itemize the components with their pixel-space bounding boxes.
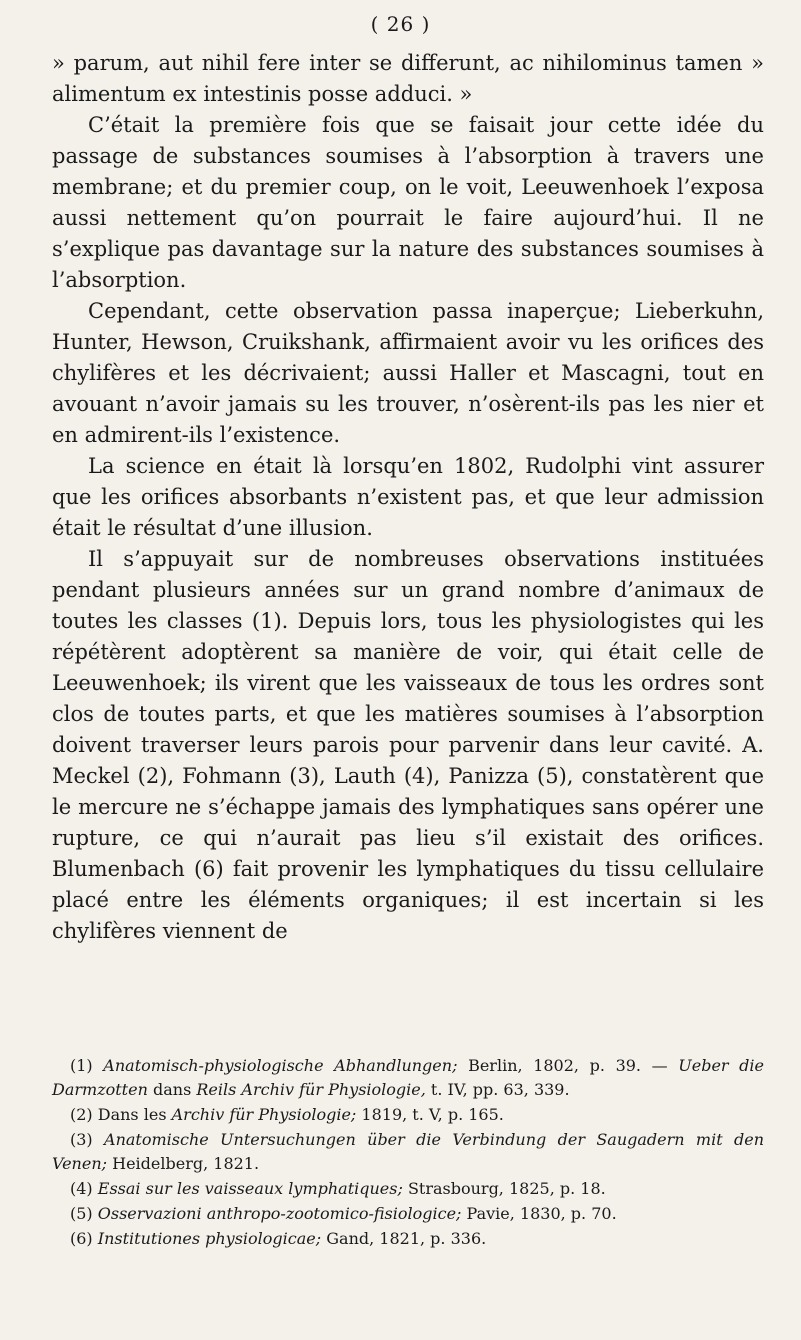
- footnote-6: [52, 1227, 764, 1251]
- footnote-text: t. IV, pp. 63, 339.: [425, 1080, 570, 1099]
- footnote-number: (5): [70, 1204, 93, 1223]
- footnote-4: [52, 1177, 764, 1201]
- footnote-number: (3): [70, 1130, 93, 1149]
- footnote-text: Strasbourg, 1825, p. 18.: [402, 1179, 606, 1198]
- footnote-number: (2): [70, 1105, 93, 1124]
- main-text: [52, 48, 764, 947]
- footnote-2: [52, 1103, 764, 1127]
- paragraph-2: C’était la première fois que se faisait jour cette idée du passage de substances soumises à l’absorption à travers une membrane; et du premier coup, on le voit, Leeuwenhoek l’exposa aussi nettement qu’on pourrait le faire aujourd’hui. Il ne s’explique pas davantage sur la nature des substances soumises à l’absorption.: [52, 113, 764, 292]
- footnote-number: (1): [70, 1056, 93, 1075]
- footnote-text: Gand, 1821, p. 336.: [321, 1229, 487, 1248]
- footnote-title: Osservazioni anthropo-zootomico-fisiologice;: [97, 1204, 462, 1223]
- footnote-title: Essai sur les vaisseaux lymphatiques;: [97, 1179, 403, 1198]
- footnote-text: Berlin, 1802, p. 39. —: [457, 1056, 679, 1075]
- footnote-1: [52, 1054, 764, 1102]
- footnotes: [52, 1054, 764, 1252]
- footnote-text: dans: [147, 1080, 197, 1099]
- paragraph-5: Il s’appuyait sur de nombreuses observations instituées pendant plusieurs années sur un grand nombre d’animaux de toutes les classes (1). Depuis lors, tous les physiologistes qui les répétèrent adoptèrent sa manière de voir, qui était celle de Leeuwenhoek; ils virent que les vaisseaux de tous les ordres sont clos de toutes parts, et que les matières soumises à l’absorption doivent traverser leurs parois pour parvenir dans leur cavité. A. Meckel (2), Fohmann (3), Lauth (4), Panizza (5), constatèrent que le mercure ne s’échappe jamais des lymphatiques sans opérer une rupture, ce qui n’aurait pas lieu s’il existait des orifices. Blumenbach (6) fait provenir les lymphatiques du tissu cellulaire placé entre les éléments organiques; il est incertain si les chylifères viennent de: [52, 547, 764, 943]
- footnote-5: [52, 1202, 764, 1226]
- page-number: ( 26 ): [370, 12, 431, 36]
- paragraph-4: La science en était là lorsqu’en 1802, Rudolphi vint assurer que les orifices absorbants n’existent pas, et que leur admission était le résultat d’une illusion.: [52, 454, 764, 540]
- paragraph-1: » parum, aut nihil fere inter se differunt, ac nihilominus tamen » alimentum ex intestinis posse adduci. »: [52, 51, 764, 106]
- footnote-text: 1819, t. V, p. 165.: [356, 1105, 504, 1124]
- footnote-number: (4): [70, 1179, 93, 1198]
- footnote-title: Archiv für Physiologie;: [171, 1105, 357, 1124]
- footnote-title: Institutiones physiologicae;: [97, 1229, 322, 1248]
- footnote-text: Pavie, 1830, p. 70.: [461, 1204, 617, 1223]
- paragraph-3: Cependant, cette observation passa inaperçue; Lieberkuhn, Hunter, Hewson, Cruikshank, affirmaient avoir vu les orifices des chylifères et les décrivaient; aussi Haller et Mascagni, tout en avouant n’avoir jamais su les trouver, n’osèrent-ils pas les nier et en admirent-ils l’existence.: [52, 299, 764, 447]
- footnote-number: (6): [70, 1229, 93, 1248]
- footnote-title: Ueber die Darmzotten: [52, 1056, 765, 1099]
- footnote-title: Reils Archiv für Physiologie,: [196, 1080, 426, 1099]
- footnote-text: Dans les: [92, 1105, 172, 1124]
- footnote-title: Anatomisch-physiologische Abhandlungen;: [103, 1056, 458, 1075]
- footnote-text: Heidelberg, 1821.: [107, 1154, 260, 1173]
- footnote-title: Anatomische Untersuchungen über die Verbindung der Saugadern mit den Venen;: [52, 1130, 764, 1173]
- footnote-3: [52, 1128, 764, 1176]
